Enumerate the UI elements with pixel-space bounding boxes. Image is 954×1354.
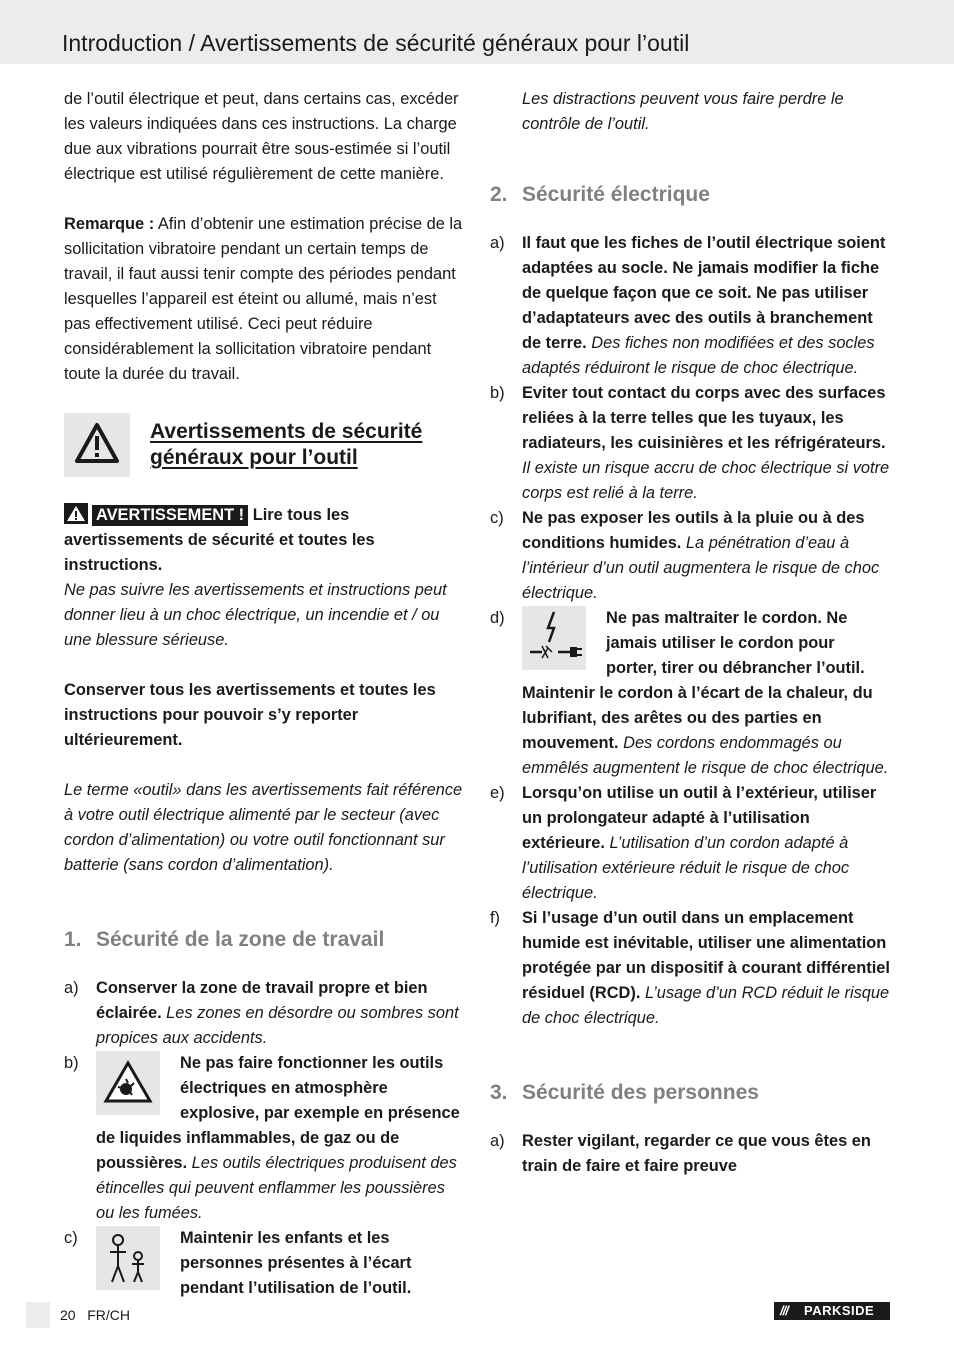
list-item-1b: b) Ne pas faire fonctionner les outils électriques en atmosphère explosive, par exemple en présence de liquides inflammables, de gaz ou de poussières. Les outils électriques produisent des étincelles qui peuvent enflammer les poussières ou les fumées. <box>64 1051 464 1226</box>
list-item-2c: c) Ne pas exposer les outils à la pluie ou à des conditions humides. La pénétration d’eau à l’intérieur d’un outil augmentera le risque de choc électrique. <box>490 509 880 602</box>
logo-text: PARKSIDE <box>804 1303 875 1318</box>
note-paragraph <box>64 212 464 387</box>
section-3-title: 3. Sécurité des personnes <box>490 1081 759 1104</box>
intro-paragraph: de l’outil électrique et peut, dans certains cas, excéder les valeurs indiquées dans ces instructions. La charge due aux vibrations pourrait être sous-estimée si l’outil électrique est utilisé régulièrement de cette manière. <box>64 90 459 183</box>
parkside-logo <box>774 1302 890 1320</box>
page-number: 20 <box>60 1307 76 1323</box>
page-number-box <box>26 1302 50 1328</box>
warning-paragraph <box>64 503 464 578</box>
locale-label: FR/CH <box>87 1307 131 1323</box>
list-item-1a: a) Conserver la zone de travail propre et bien éclairée. Les zones en désordre ou sombres sont propices aux accidents. <box>64 979 459 1047</box>
warning-triangle-icon <box>64 413 130 477</box>
left-column <box>64 87 464 1301</box>
keep-instructions-text: Conserver tous les avertissements et toutes les instructions pour pouvoir s’y reporter ultérieurement. <box>64 681 436 749</box>
list-item-2d: d) Ne pas maltraiter le cordon. Ne jamais utiliser le cordon pour porter, tirer ou débrancher l’outil. Maintenir le cordon à l’écart de la chaleur, du lubrifiant, des arêtes ou des parties en mouvement. Des cordons endommagés ou emmêlés augmentent le risque de choc électrique. <box>490 606 890 781</box>
warning-italic-text: Ne pas suivre les avertissements et instructions peut donner lieu à un choc électrique, un incendie et / ou une blessure sérieuse. <box>64 581 447 649</box>
explosion-hazard-icon <box>96 1051 160 1115</box>
electric-cord-hazard-icon <box>522 606 586 670</box>
warning-small-icon <box>64 503 88 524</box>
note-label: Remarque : <box>64 215 155 233</box>
warning-badge: AVERTISSEMENT ! <box>92 505 248 526</box>
term-definition-text: Le terme «outil» dans les avertissements fait référence à votre outil électrique alimenté par le secteur (avec cordon d’alimentation) ou votre outil fonctionnant sur batterie (sans cordon d’alimentation). <box>64 781 463 874</box>
list-item-2a: a) Il faut que les fiches de l’outil électrique soient adaptées au socle. Ne jamais modifier la fiche de quelque façon que ce soit. Ne pas utiliser d’adaptateurs avec des outils à branchement de terre. Des fiches non modifiées et des socles adaptés réduiront le risque de choc électrique. <box>490 234 886 377</box>
page-footer <box>60 1303 130 1327</box>
warning-heading: Avertissements de sécurité généraux pour l’outil <box>150 420 423 469</box>
warning-bold-text: Lire tous les avertissements de sécurité et toutes les instructions. <box>64 506 375 574</box>
warning-heading-box <box>64 413 464 477</box>
list-item-2f: f) Si l’usage d’un outil dans un emplacement humide est inévitable, utiliser une alimentation protégée par un dispositif à courant différentiel résiduel (RCD). L’usage d’un RCD réduit le risque de choc électrique. <box>490 909 890 1027</box>
note-text: Afin d’obtenir une estimation précise de la sollicitation vibratoire pendant un certain temps de travail, il faut aussi tenir compte des périodes pendant lesquelles l’appareil est éteint ou allumé, mais n’est pas effectivement utilisé. Ceci peut réduire considérablement la sollicitation vibratoire pendant toute la durée du travail. <box>64 215 463 383</box>
page-title: Introduction / Avertissements de sécurité généraux pour l’outil <box>62 30 690 56</box>
logo-stripes: /// <box>780 1303 788 1318</box>
page-header <box>0 0 954 64</box>
section-1-title: 1. Sécurité de la zone de travail <box>64 928 385 951</box>
list-item-2e: e) Lorsqu’on utilise un outil à l’extérieur, utiliser un prolongateur adapté à l’utilisation extérieure. L’utilisation d’un cordon adapté à l’utilisation extérieure réduit le risque de choc électrique. <box>490 784 877 902</box>
list-item-2b: b) Eviter tout contact du corps avec des surfaces reliées à la terre telles que les tuyaux, les radiateurs, les cuisinières et les réfrigérateurs. Il existe un risque accru de choc électrique si votre corps est relié à la terre. <box>490 384 890 502</box>
section-2-title: 2. Sécurité électrique <box>490 183 710 206</box>
distraction-text: Les distractions peuvent vous faire perdre le contrôle de l’outil. <box>522 90 844 133</box>
right-column <box>490 87 890 1179</box>
list-item-1c: c) Maintenir les enfants et les personnes présentes à l’écart pendant l’utilisation de l’outil. <box>64 1226 464 1301</box>
keep-children-away-icon <box>96 1226 160 1290</box>
list-item-3a: a) Rester vigilant, regarder ce que vous êtes en train de faire et faire preuve <box>490 1132 871 1175</box>
